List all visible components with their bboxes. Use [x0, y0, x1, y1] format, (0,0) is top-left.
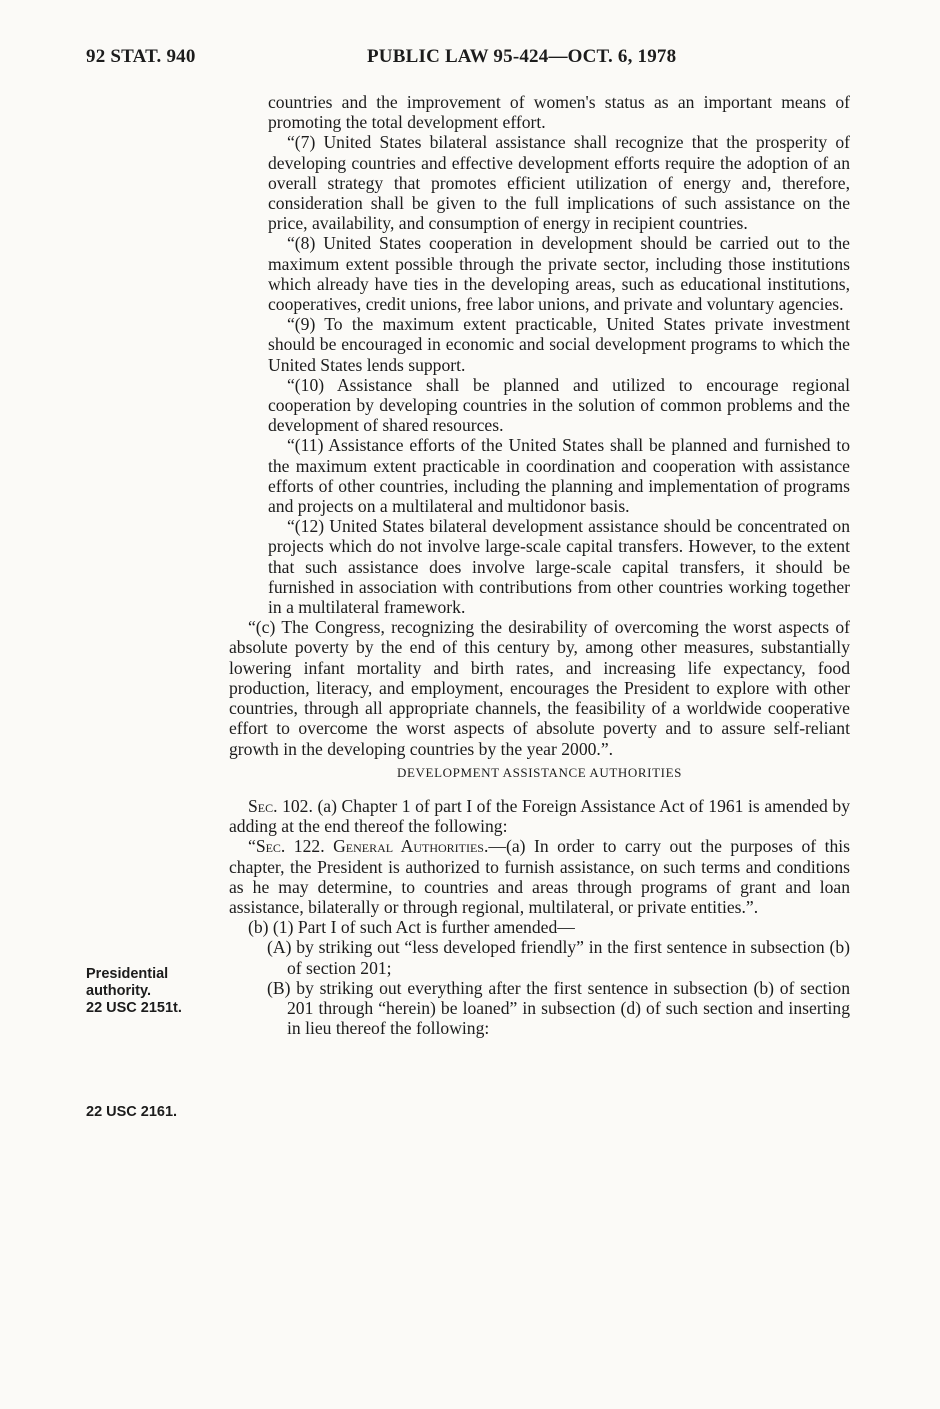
stat-page-number: 92 STAT. 940 [86, 46, 196, 67]
paragraph-11: “(11) Assistance efforts of the United States shall be planned and furnished to the maximum extent practicable in coordination and cooperation with assistance efforts of other countries, including the planning and implementation of programs and projects on a multilateral and multidonor basis. [268, 435, 850, 517]
law-title: PUBLIC LAW 95-424—OCT. 6, 1978 [367, 46, 677, 67]
margin-note-line: 22 USC 2151t. [86, 1000, 182, 1016]
paragraph-continuation: countries and the improvement of women's status as an important means of promoting the total development effort. [268, 92, 850, 133]
document-body [229, 92, 850, 1038]
subsection-b1: (b) (1) Part I of such Act is further amended— [248, 917, 575, 938]
page-header [0, 46, 940, 80]
paragraph-8: “(8) United States cooperation in development should be carried out to the maximum extent possible through the private sector, including those institutions which already have ties in the developing areas, such as educational institutions, cooperatives, credit unions, free labor unions, and private and voluntary agencies. [268, 233, 850, 315]
paragraph-10: “(10) Assistance shall be planned and utilized to encourage regional cooperation by developing countries in the solution of common problems and the development of shared resources. [268, 374, 850, 436]
paragraph-7: “(7) United States bilateral assistance shall recognize that the prosperity of developing countries and effective development efforts require the adoption of an overall strategy that promotes efficient utilization of energy and, therefore, consideration shall be given to the full implications of such assistance on the price, availability, and consumption of energy in recipient countries. [268, 132, 850, 234]
section-122-label: Sec. 122. General Authorities. [255, 836, 489, 857]
quote-mark: “ [248, 836, 256, 857]
margin-note-usc-2161 [86, 1104, 177, 1121]
margin-note-line: 22 USC 2161. [86, 1104, 178, 1120]
margin-note-presidential-authority [86, 966, 182, 1017]
section-102-text: 102. (a) Chapter 1 of part I of the Foreign Assistance Act of 1961 is amended by adding at the end thereof the following: [229, 795, 850, 837]
margin-note-line: Presidential [86, 966, 169, 982]
section-102 [229, 796, 850, 836]
paragraph-9: “(9) To the maximum extent practicable, United States private investment should be encouraged in economic and social development programs to which the United States lends support. [268, 314, 850, 375]
item-a: (A) by striking out “less developed friendly” in the first sentence in subsection (b) of section 201; [267, 937, 850, 978]
section-122-text: —(a) In order to carry out the purposes of this chapter, the President is authorized to furnish assistance, on such terms and conditions as he may determine, to countries and areas through programs of grant and loan assistance, bilaterally or through regional, multilateral, or private entities.”. [229, 836, 851, 917]
paragraph-c: “(c) The Congress, recognizing the desirability of overcoming the worst aspects of absolute poverty by the end of this century by, among other measures, substantially lowering infant mortality and birth rates, and increasing life expectancy, food production, literacy, and employment, encourages the President to explore with other countries, through all appropriate channels, the feasibility of a worldwide cooperative effort to overcome the worst aspects of absolute poverty and to assure self-reliant growth in the developing countries by the year 2000.”. [229, 617, 850, 759]
margin-note-line: authority. [86, 983, 151, 999]
paragraph-12: “(12) United States bilateral development assistance should be concentrated on projects which do not involve large-scale capital transfers. However, to the extent that such assistance does involve large-scale capital transfers, it should be furnished in association with contributions from other countries working together in a multilateral framework. [268, 516, 850, 618]
section-122 [229, 836, 850, 917]
item-b: (B) by striking out everything after the first sentence in subsection (b) of section 201 through “herein) be loaned” in subsection (d) of such section and inserting in lieu thereof the following: [267, 977, 850, 1039]
section-heading: DEVELOPMENT ASSISTANCE AUTHORITIES [397, 764, 682, 780]
section-label: Sec. [248, 795, 278, 816]
